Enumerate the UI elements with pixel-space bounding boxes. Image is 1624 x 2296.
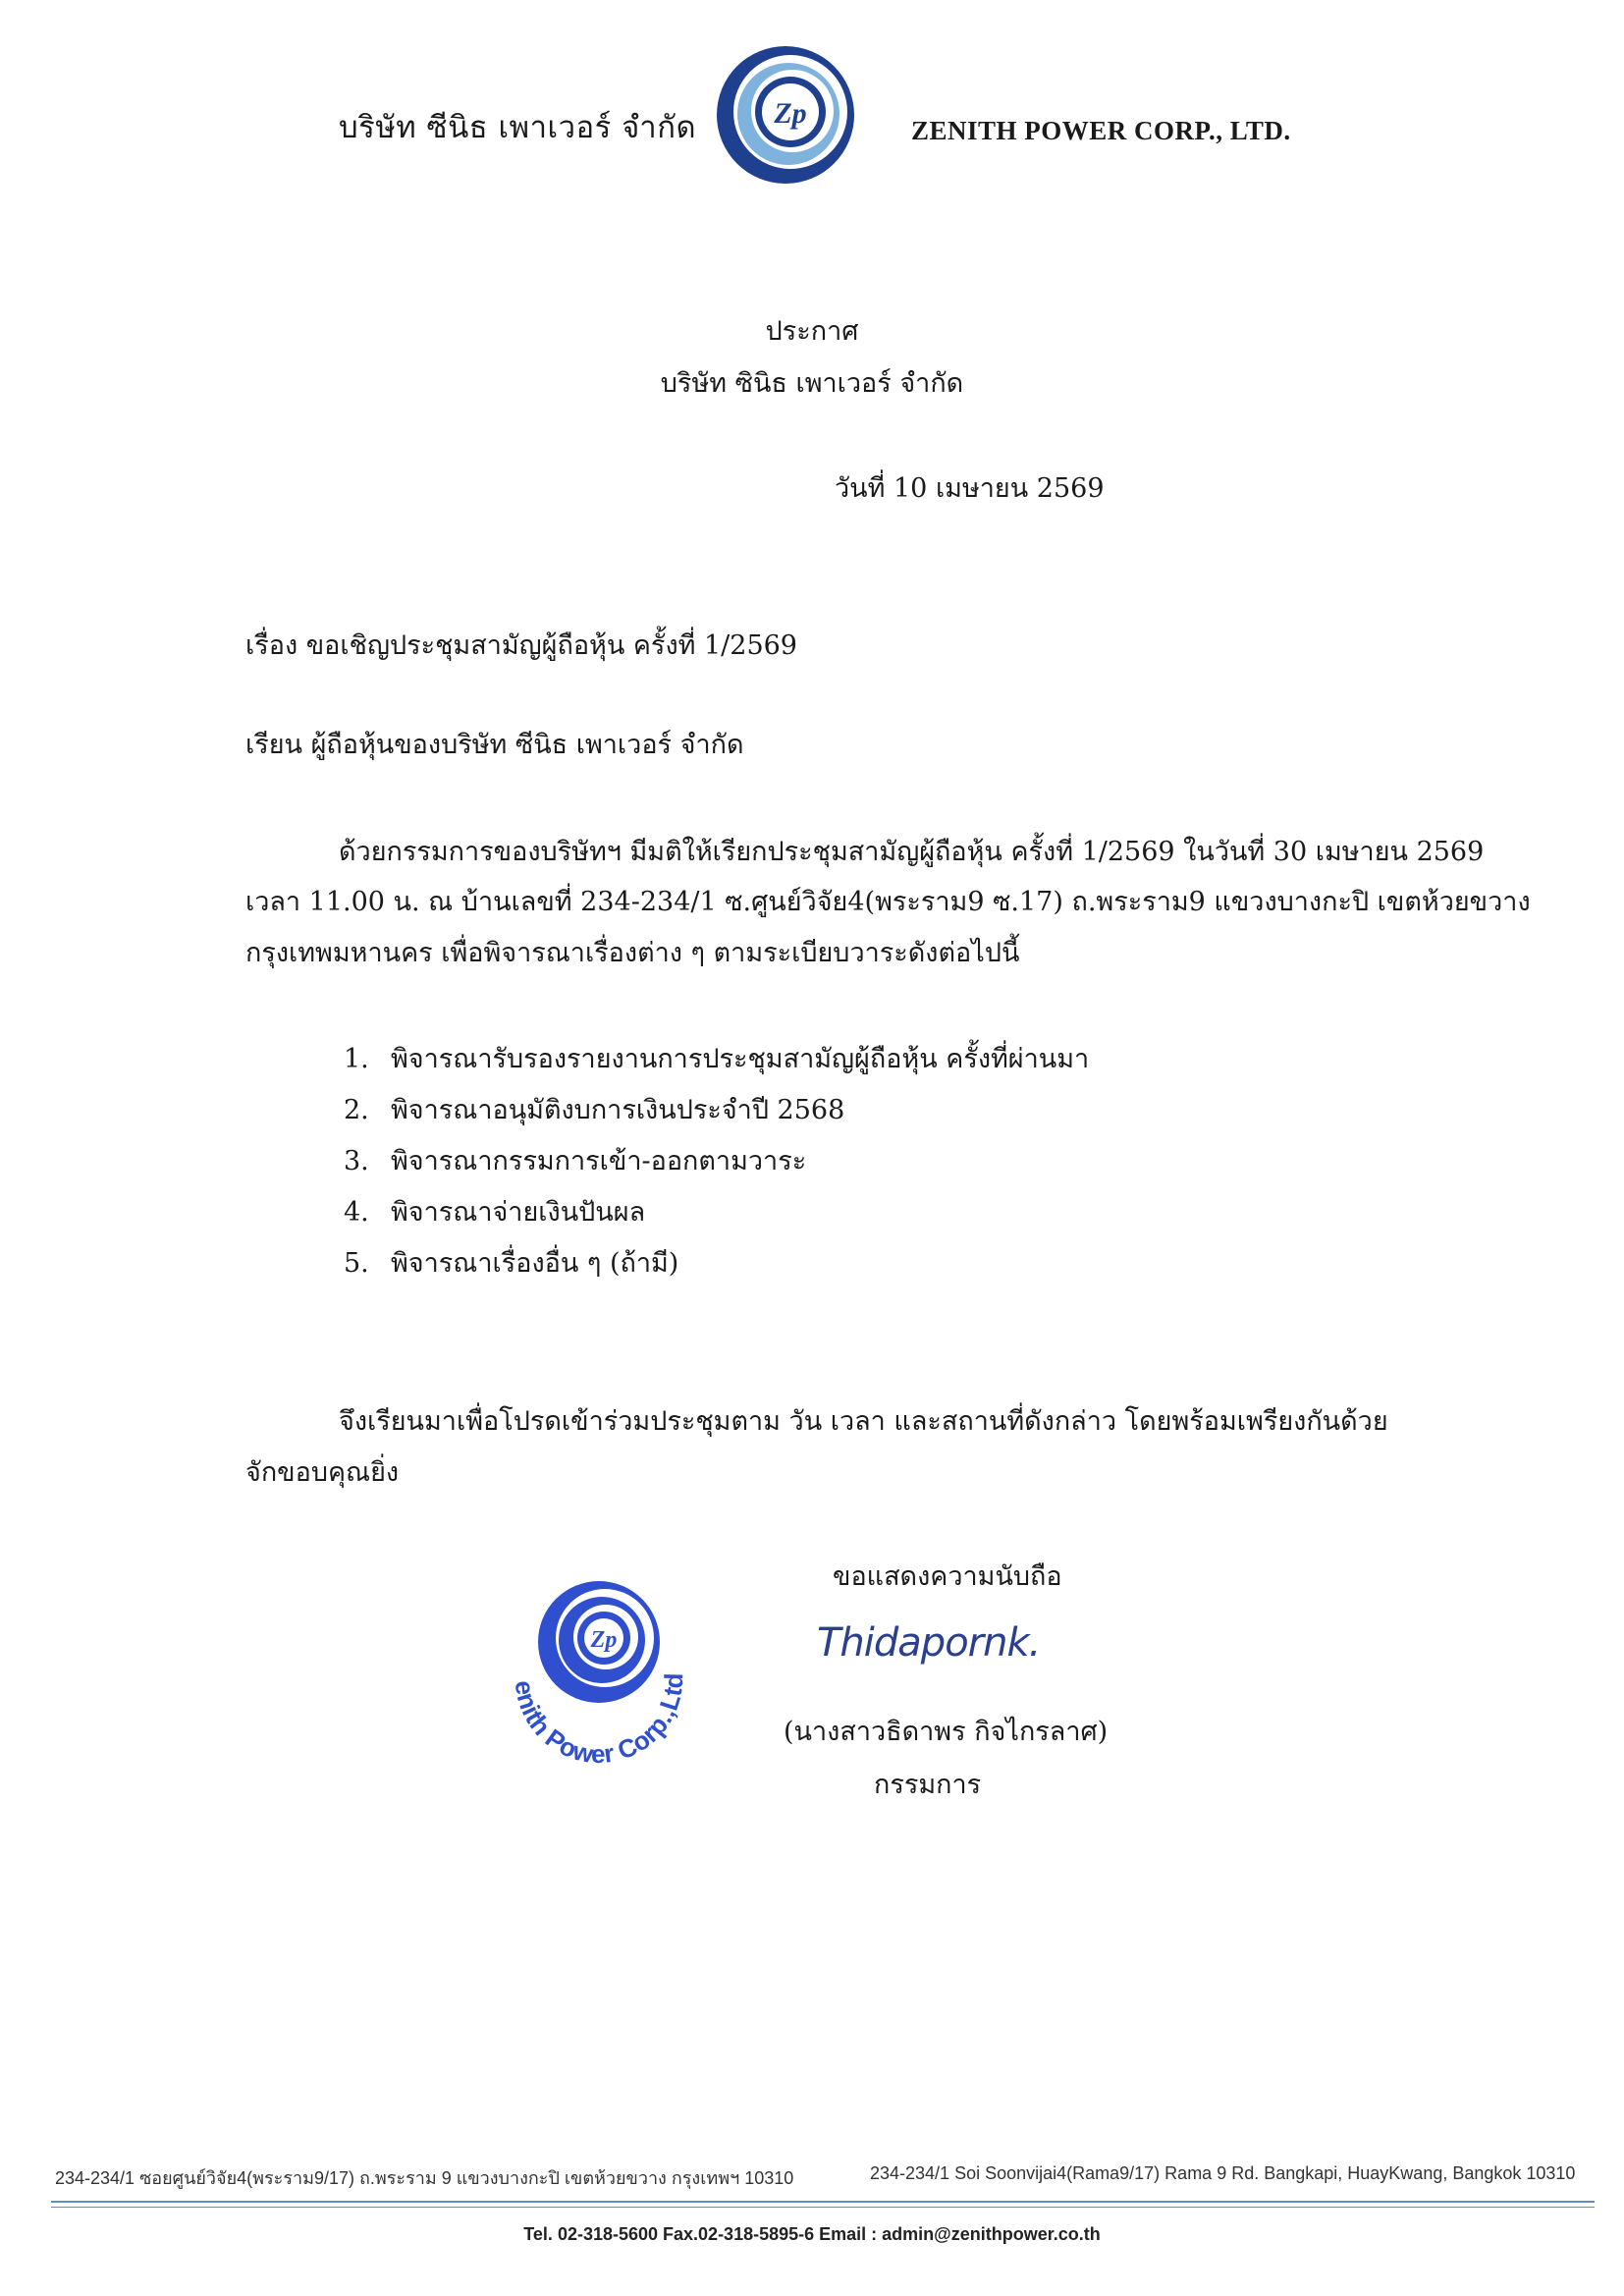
agenda-number: 2. bbox=[344, 1095, 369, 1125]
footer-divider bbox=[51, 2201, 1595, 2203]
agenda-text: พิจารณาอนุมัติงบการเงินประจำปี 2568 bbox=[391, 1095, 845, 1125]
agenda-number: 1. bbox=[344, 1044, 369, 1074]
agenda-text: พิจารณารับรองรายงานการประชุมสามัญผู้ถือหุ้น ครั้งที่ผ่านมา bbox=[391, 1044, 1090, 1074]
regards-text: ขอแสดงความนับถือ bbox=[833, 1561, 1062, 1592]
closing-line1: จึงเรียนมาเพื่อโปรดเข้าร่วมประชุมตาม วัน เวลา และสถานที่ดังกล่าว โดยพร้อมเพรียงกันด้วย bbox=[339, 1406, 1388, 1437]
stamp-seal-icon bbox=[481, 1571, 717, 1768]
swirl-logo-icon bbox=[712, 41, 859, 189]
agenda-number: 3. bbox=[344, 1146, 369, 1176]
stamp-logo-text: Zp bbox=[590, 1627, 618, 1653]
subject-line: เรื่อง ขอเชิญประชุมสามัญผู้ถือหุ้น ครั้งที่ 1/2569 bbox=[245, 630, 797, 661]
signature: Thidapornk. bbox=[817, 1620, 1041, 1666]
signer-name: (นางสาวธิดาพร กิจไกรลาศ) bbox=[784, 1717, 1109, 1747]
agenda-text: พิจารณาจ่ายเงินปันผล bbox=[391, 1197, 646, 1228]
footer-contact: Tel. 02-318-5600 Fax.02-318-5895-6 Email : admin@zenithpower.co.th bbox=[523, 2224, 1101, 2244]
announcement-company: บริษัท ซินิธ เพาเวอร์ จำกัด bbox=[660, 368, 964, 399]
salutation-line: เรียน ผู้ถือหุ้นของบริษัท ซีนิธ เพาเวอร์ จำกัด bbox=[245, 730, 744, 760]
agenda-item bbox=[344, 1044, 1089, 1075]
agenda-item bbox=[344, 1146, 806, 1177]
agenda-text: พิจารณาเรื่องอื่น ๆ (ถ้ามี) bbox=[391, 1248, 679, 1279]
agenda-number: 4. bbox=[344, 1197, 369, 1228]
announcement-title: ประกาศ bbox=[765, 316, 859, 347]
document-date: วันที่ 10 เมษายน 2569 bbox=[835, 473, 1105, 504]
agenda-number: 5. bbox=[344, 1248, 369, 1279]
body-paragraph-line1: ด้วยกรรมการของบริษัทฯ มีมติให้เรียกประชุมสามัญผู้ถือหุ้น ครั้งที่ 1/2569 ในวันที่ 30 เมษายน 2569 bbox=[339, 837, 1485, 867]
footer-divider-thin bbox=[51, 2207, 1595, 2208]
agenda-item bbox=[344, 1095, 844, 1126]
closing-line2: จักขอบคุณยิ่ง bbox=[245, 1457, 400, 1488]
body-paragraph-line2: เวลา 11.00 น. ณ บ้านเลขที่ 234-234/1 ซ.ศูนย์วิจัย4(พระราม9 ซ.17) ถ.พระราม9 แขวงบางกะปิ เขตห้วยขวาง bbox=[245, 887, 1531, 917]
company-stamp bbox=[481, 1571, 717, 1768]
company-logo bbox=[712, 41, 859, 189]
stamp-ring-text: enith Power Corp.,Ltd bbox=[509, 1672, 689, 1768]
body-paragraph-line3: กรุงเทพมหานคร เพื่อพิจารณาเรื่องต่าง ๆ ตามระเบียบวาระดังต่อไปนี้ bbox=[245, 938, 1020, 968]
logo-text: Zp bbox=[774, 97, 807, 130]
agenda-item bbox=[344, 1197, 645, 1229]
footer-address-english: 234-234/1 Soi Soonvijai4(Rama9/17) Rama 9 Rd. Bangkapi, HuayKwang, Bangkok 10310 bbox=[870, 2163, 1576, 2183]
company-name-thai: บริษัท ซีนิธ เพาเวอร์ จำกัด bbox=[339, 110, 697, 145]
agenda-item bbox=[344, 1248, 678, 1280]
signer-position: กรรมการ bbox=[874, 1770, 982, 1800]
footer-address-thai: 234-234/1 ซอยศูนย์วิจัย4(พระราม9/17) ถ.พระราม 9 แขวงบางกะปิ เขตห้วยขวาง กรุงเทพฯ 10310 bbox=[55, 2168, 794, 2188]
company-name-english: ZENITH POWER CORP., LTD. bbox=[911, 116, 1291, 145]
agenda-text: พิจารณากรรมการเข้า-ออกตามวาระ bbox=[391, 1146, 807, 1176]
